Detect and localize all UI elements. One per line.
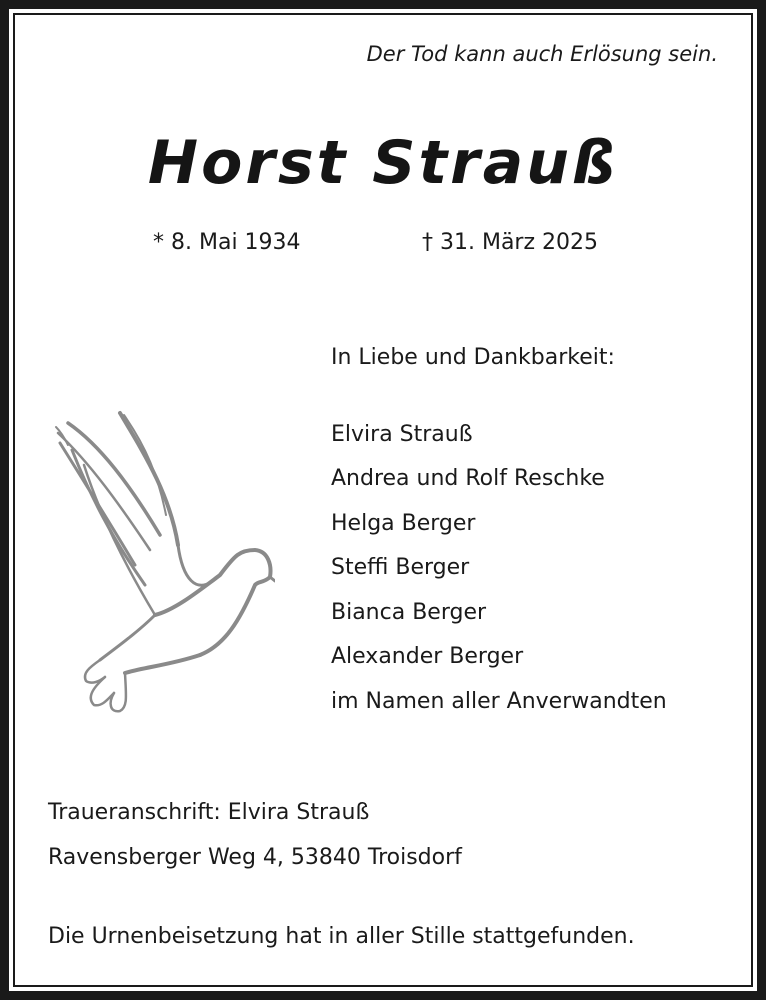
dove-icon	[50, 405, 275, 725]
mourning-address	[48, 795, 462, 885]
motto: Der Tod kann auch Erlösung sein.	[366, 42, 718, 66]
spacer	[331, 385, 667, 417]
mourner-name: Andrea und Rolf Reschke	[331, 466, 605, 491]
burial-note: Die Urnenbeisetzung hat in aller Stille stattgefunden.	[48, 924, 635, 949]
death-date: † 31. März 2025	[422, 230, 599, 255]
deceased-name: Horst Strauß	[147, 128, 619, 198]
mourner-name: Alexander Berger	[331, 644, 524, 669]
mourner-name: Helga Berger	[331, 510, 476, 536]
mourners-block	[331, 340, 667, 728]
birth-date: * 8. Mai 1934	[153, 230, 301, 255]
mourner-name: Bianca Berger	[331, 599, 487, 625]
mourner-name: Elvira Strauß	[331, 421, 473, 447]
address-line-2: Ravensberger Weg 4, 53840 Troisdorf	[48, 845, 462, 870]
mourner-closing: im Namen aller Anverwandten	[331, 688, 667, 714]
address-line-1: Traueranschrift: Elvira Strauß	[48, 800, 370, 825]
mourner-name: Steffi Berger	[331, 555, 470, 580]
mourners-intro: In Liebe und Dankbarkeit:	[331, 345, 615, 370]
